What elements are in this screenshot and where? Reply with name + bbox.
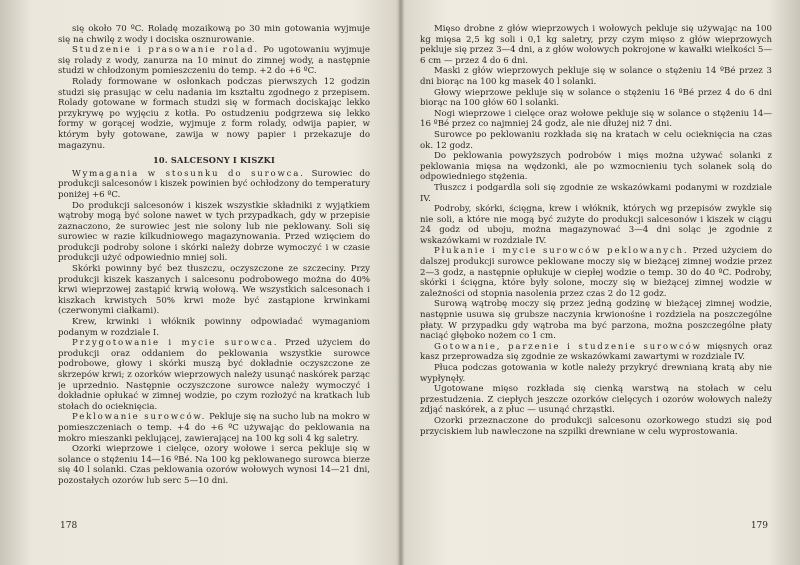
paragraph: Ugotowane mięso rozkłada się cienką warstwą na stołach w celu przestudzenia. Z ciepłych jeszcze ozorków cielęcych i ozorów wołowych należy zdjąć naskórek, a z płuc — usunąć chrząstki. xyxy=(420,384,772,416)
page-number: 178 xyxy=(60,521,78,531)
paragraph: Skórki powinny być bez tłuszczu, oczyszczone ze szczeciny. Przy produkcji kiszek kaszanych i salcesonu podrobowego można do 40% krwi wieprzowej zastąpić krwią wołową. We wszystkich salcesonach i kiszkach krwistych 50% krwi może być zastąpione krwinkami (czerwonymi ciałkami). xyxy=(58,264,370,317)
page-number: 179 xyxy=(750,521,768,531)
book-gutter xyxy=(398,0,404,565)
paragraph: Ozorki przeznaczone do produkcji salcesonu ozorkowego studzi się pod przyciskiem lub nawleczone na szpilki drewniane w celu wyprostowania. xyxy=(420,415,772,437)
paragraph: Ozorki wieprzowe i cielęce, ozory wołowe i serca pekluje się w solance o stężeniu 14—16 ºBé. Na 100 kg peklowanego surowca bierze się 40 l solanki. Czas peklowania ozorów wołowych wynosi 14—21 dni, pozostałych ozorów lub serc 5—10 dni. xyxy=(58,444,370,486)
paragraph-text: Po ugotowaniu wyjmuje się rolady z wody, zanurza na 10 minut do zimnej wody, a następnie studzi w chłodzonym pomieszczeniu do temp. +2 do +6 ºC. xyxy=(58,45,370,77)
right-page xyxy=(420,0,772,565)
paragraph: Surową wątrobę moczy się przez jedną godzinę w bieżącej zimnej wodzie, następnie usuwa się grubsze naczynia krwionośne i rozdziela na poszczególne płaty. W przypadku gdy wątroba ma być parzona, można poszczególne płaty naciąć głęboko nożem co 1 cm. xyxy=(420,299,772,342)
paragraph xyxy=(58,169,370,201)
paragraph xyxy=(58,338,370,412)
paragraph xyxy=(420,246,772,299)
paragraph: Tłuszcz i podgardla soli się zgodnie ze wskazówkami podanymi w rozdziale IV. xyxy=(420,182,772,204)
left-page-text xyxy=(58,24,370,487)
paragraph: Mięso drobne z głów wieprzowych i wołowych pekluje się używając na 100 kg mięsa 2,5 kg soli i 0,1 kg saletry, przy czym mięso z głów wieprzowych pekluje się przez 3—4 dni, a z głów wołowych pokrojone w kawałki wielkości 5—6 cm — przez 4 do 6 dni. xyxy=(420,24,772,66)
left-page xyxy=(58,0,370,565)
paragraph: Maski z głów wieprzowych pekluje się w solance o stężeniu 14 ºBé przez 3 dni biorąc na 100 kg masek 40 l solanki. xyxy=(420,66,772,87)
paragraph-text: Przed użyciem do produkcji oraz oddaniem do peklowania wszystkie surowce podrobowe, głowy i skórki muszą być dokładnie oczyszczone ze skrzepów krwi; z ozorków wieprzowych należy usunąć naskórek parząc je uprzednio. Następnie oczyszczone surowce należy wymoczyć i dokładnie opłukać w zimnej wodzie, po czym rozłożyć na kratkach lub stołach do ocieknięcia. xyxy=(58,338,370,412)
paragraph: Do peklowania powyższych podrobów i mięs można używać solanki z peklowania mięsa na wędzonki, ale po wzmocnieniu tych solanek solą do odpowiedniego stężenia. xyxy=(420,151,772,183)
paragraph-text: Pekluje się na sucho lub na mokro w pomieszczeniach o temp. +4 do +6 ºC używając do peklowania na mokro mieszanki peklującej, zawierającej na 100 kg soli 4 kg saletry. xyxy=(58,412,370,444)
inline-heading: Płukanie i mycie surowców peklowanych. xyxy=(434,246,689,257)
inline-heading: Peklowanie surowców. xyxy=(72,412,207,423)
paragraph xyxy=(58,45,370,77)
paragraph: Do produkcji salcesonów i kiszek wszystkie składniki z wyjątkiem wątroby mogą być solone nawet w tych przypadkach, gdy w przepisie zaznaczono, że surowiec jest nie solony lub nie peklowany. Soli się surowiec w razie kilkudniowego magazynowania. Przed wzięciem do produkcji podroby solone i skórki należy dobrze wymoczyć i w czasie produkcji użyć odpowiednio mniej soli. xyxy=(58,200,370,264)
inline-heading: Wymagania w stosunku do surowca. xyxy=(72,168,305,179)
paragraph: się około 70 ºC. Roladę mozaikową po 30 min gotowania wyjmuje się na chwilę z wody i dociska osznurowanie. xyxy=(58,24,370,45)
paragraph xyxy=(420,342,772,363)
section-title: 10. SALCESONY I KISZKI xyxy=(153,155,275,166)
inline-heading: Gotowanie, parzenie i studzenie surowców xyxy=(434,341,702,352)
inline-heading: Przygotowanie i mycie surowca. xyxy=(72,338,279,349)
paragraph: Rolady formowane w osłonkach podczas pierwszych 12 godzin studzi się prasując w celu nadania im kształtu zgodnego z przepisem. Rolady gotowane w formach studzi się w formach dociskając lekko przykrywę po wyjęciu z kotła. Po ostudzeniu podgrzewa się lekko formy w gorącej wodzie, wyjmuje z form rolady, odwija papier, w którym były gotowane, zawija w nowy papier i przekazuje do magazynu. xyxy=(58,76,370,151)
paragraph-text: Przed użyciem do dalszej produkcji surowce peklowane moczy się w bieżącej zimnej wodzie przez 2—3 godz, a następnie opłukuje w ciepłej wodzie o temp. 30 do 40 ºC. Podroby, skórki i ścięgna, które były solone, moczy się w bieżącej zimnej wodzie w zależności od stopnia nasolenia przez czas 2 do 12 godz. xyxy=(420,246,772,299)
paragraph xyxy=(58,412,370,444)
paragraph: Podroby, skórki, ścięgna, krew i włóknik, których wg przepisów zwykle się nie soli, a które nie mogą być zużyte do produkcji salcesonów i kiszek w ciągu 24 godz od uboju, można magazynować 3—4 dni soląc je zgodnie z wskazówkami w rozdziale IV. xyxy=(420,204,772,246)
paragraph: Nogi wieprzowe i cielęce oraz wołowe pekluje się w solance o stężeniu 14—16 ºBé przez co najmniej 24 godz, ale nie dłużej niż 7 dni. xyxy=(420,108,772,130)
paragraph: Surowce po peklowaniu rozkłada się na kratach w celu ocieknięcia na czas ok. 12 godz. xyxy=(420,129,772,151)
right-page-text xyxy=(420,24,772,437)
paragraph: Krew, krwinki i włóknik powinny odpowiadać wymaganiom podanym w rozdziale I. xyxy=(58,317,370,338)
paragraph: Głowy wieprzowe pekluje się w solance o stężeniu 16 ºBé przez 4 do 6 dni biorąc na 100 głów 60 l solanki. xyxy=(420,87,772,109)
paragraph: Płuca podczas gotowania w kotle należy przykryć drewnianą kratą aby nie wypłynęły. xyxy=(420,363,772,384)
inline-heading: Studzenie i prasowanie rolad. xyxy=(72,45,259,56)
paragraph-text: Surowiec do produkcji salcesonów i kiszek powinien być ochłodzony do temperatury poniżej +6 ºC. xyxy=(58,168,370,200)
paragraph-text: mięsnych oraz kasz przeprowadza się zgodnie ze wskazówkami zawartymi w rozdziale IV. xyxy=(420,341,772,363)
